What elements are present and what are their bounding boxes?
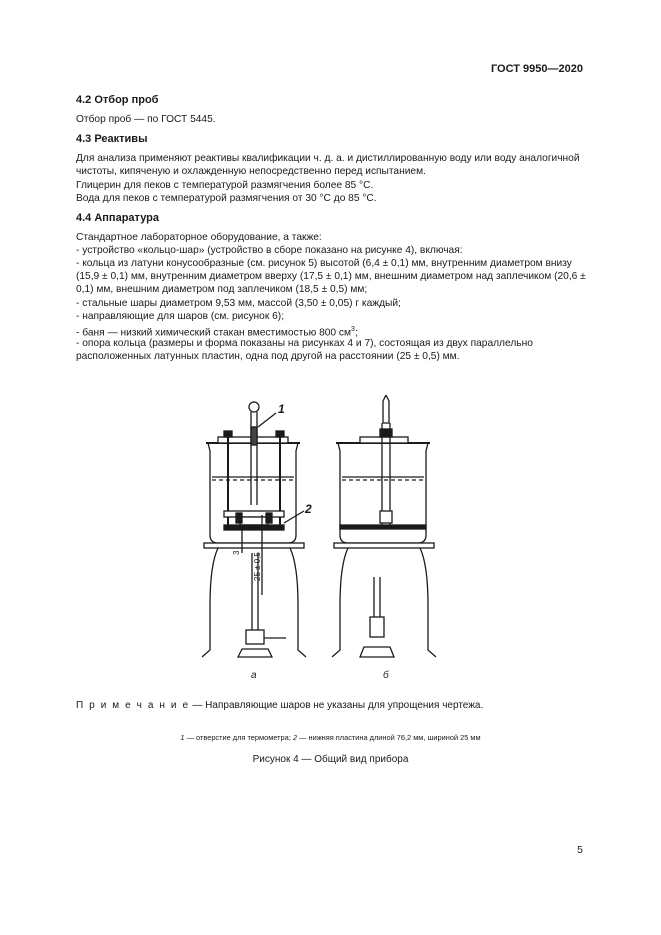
- section-4-3-title: 4.3 Реактивы: [76, 133, 148, 145]
- section-4-3-paragraph-3: Вода для пеков с температурой размягчения от 30 °С до 85 °С.: [76, 193, 377, 204]
- section-4-2-title: 4.2 Отбор проб: [76, 94, 159, 106]
- view-a-label: а: [251, 670, 257, 681]
- figure-legend: [0, 733, 661, 742]
- section-4-4-title: 4.4 Аппаратура: [76, 212, 160, 224]
- section-4-4-paragraph-1: Стандартное лабораторное оборудование, а также:: [76, 232, 322, 243]
- rod-nut-a-left: [224, 431, 232, 437]
- lower-plate-b: [340, 525, 426, 529]
- dim-small-label: 3: [232, 550, 241, 555]
- thermometer-b-top: [383, 395, 389, 423]
- section-4-2-text: Отбор проб — по ГОСТ 5445.: [76, 114, 216, 125]
- ring-b: [380, 511, 392, 523]
- legend-number-1: 1: [180, 733, 185, 742]
- ring-a-right: [266, 513, 272, 523]
- thermometer-a-clamp: [251, 427, 257, 445]
- bath-text-end: ;: [354, 327, 358, 339]
- callout-2-label: 2: [305, 502, 312, 516]
- burner-b-base: [360, 647, 394, 657]
- thermometer-b-clamp: [380, 429, 392, 437]
- callout-1-label: 1: [278, 402, 285, 416]
- cover-plate-b: [360, 437, 408, 443]
- view-b-label: б: [383, 670, 389, 681]
- doc-code-header: ГОСТ 9950—2020: [490, 63, 583, 75]
- bath-text: - баня — низкий химический стакан вместимостью 800 см: [76, 327, 352, 339]
- legend-number-2: 2: [292, 733, 297, 742]
- figure-caption: Рисунок 4 — Общий вид прибора: [252, 754, 409, 765]
- bath-superscript: 3: [351, 326, 355, 333]
- stand-plate-a: [204, 543, 304, 548]
- lower-plate-a: [224, 525, 284, 530]
- thermometer-a-top: [249, 402, 259, 412]
- dim-large-label: 25 ± 0,5: [253, 552, 262, 581]
- section-4-4-paragraph-4: - стальные шары диаметром 9,53 мм, массой (3,50 ± 0,05) г каждый;: [76, 298, 401, 309]
- rod-nut-a-right: [276, 431, 284, 437]
- section-4-4-paragraph-2: - устройство «кольцо-шар» (устройство в сборе показано на рисунке 4), включая:: [76, 245, 463, 256]
- stand-plate-b: [334, 543, 434, 548]
- burner-a-valve: [246, 630, 264, 644]
- legend-text-2: — нижняя пластина длиной 76,2 мм, шириной 25 мм: [296, 733, 481, 742]
- upper-ring-plate-a: [224, 511, 284, 517]
- ring-a-left: [236, 513, 242, 523]
- callout-2-leader: [284, 511, 304, 523]
- stand-leg-a-right: [290, 548, 306, 657]
- section-4-3-paragraph-2: Глицерин для пеков с температурой размягчения более 85 °С.: [76, 180, 374, 191]
- section-4-3-paragraph-1: Для анализа применяют реактивы квалификации ч. д. а. и дистиллированную воду или воду аналогичной чистоты, кипяченую и охлажденную непосредственно перед испытанием.: [76, 153, 580, 178]
- ring-holder-a: [240, 517, 268, 525]
- page-number: 5: [577, 844, 583, 856]
- stand-leg-b-left: [332, 548, 348, 657]
- note-text: — Направляющие шаров не указаны для упрощения чертежа.: [189, 700, 484, 711]
- burner-a-base: [238, 649, 272, 657]
- note-prefix: П р и м е ч а н и е: [76, 700, 190, 711]
- legend-text-1: — отверстие для термометра;: [184, 733, 293, 742]
- section-4-4-paragraph-3: - кольца из латуни конусообразные (см. рисунок 5) высотой (6,4 ± 0,1) мм, внутренним диаметром внизу (15,9 ± 0,1) мм, внутренним диаметром вверху (17,5 ± 0,1) мм, внешним диаметром над заплечиком (20,6 ± 0,1) мм, внешним диаметром под заплечиком (18,5 ± 0,5) мм;: [76, 258, 586, 296]
- section-4-4-paragraph-5: - направляющие для шаров (см. рисунок 6);: [76, 311, 285, 322]
- callout-1-leader: [258, 413, 276, 427]
- section-4-4-paragraph-7: - опора кольца (размеры и форма показаны на рисунках 4 и 7), состоящая из двух параллельно расположенных латунных пластин, одна под другой на расстоянии (25 ± 0,5) мм.: [76, 338, 533, 363]
- stand-leg-a-left: [202, 548, 218, 657]
- apparatus-drawing: [190, 395, 450, 690]
- figure-note: [76, 700, 483, 711]
- burner-b-valve: [370, 617, 384, 637]
- stand-leg-b-right: [420, 548, 436, 657]
